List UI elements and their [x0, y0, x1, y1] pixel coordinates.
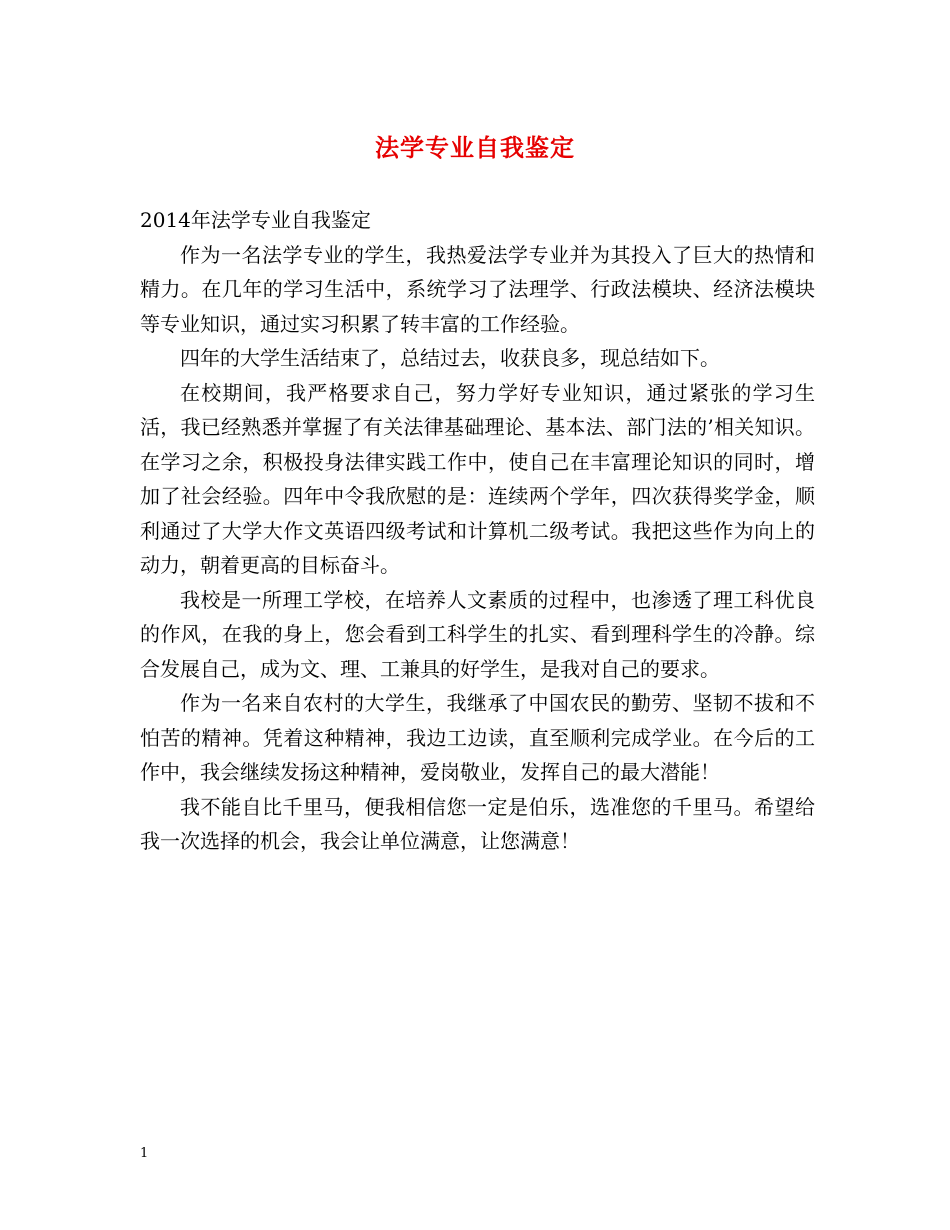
paragraph-3: 在校期间，我严格要求自己，努力学好专业知识，通过紧张的学习生活，我已经熟悉并掌握了有关法律基础理论、基本法、部门法的’相关知识。在学习之余，积极投身法律实践工作中，使自己在丰富理论知识的同时，增加了社会经验。四年中令我欣慰的是：连续两个学年，四次获得奖学金，顺利通过了大学大作文英语四级考试和计算机二级考试。我把这些作为向上的动力，朝着更高的目标奋斗。 [140, 380, 815, 577]
paragraph-4: 我校是一所理工学校，在培养人文素质的过程中，也渗透了理工科优良的作风，在我的身上，您会看到工科学生的扎实、看到理科学生的冷静。综合发展自己，成为文、理、工兼具的好学生，是我对自己的要求。 [140, 587, 815, 681]
page-number: 1 [140, 1146, 149, 1161]
paragraph-1: 作为一名法学专业的学生，我热爱法学专业并为其投入了巨大的热情和精力。在几年的学习生活中，系统学习了法理学、行政法模块、经济法模块等专业知识，通过实习积累了转丰富的工作经验。 [140, 242, 815, 336]
paragraph-6: 我不能自比千里马，便我相信您一定是伯乐，选准您的千里马。希望给我一次选择的机会，我会让单位满意，让您满意！ [140, 794, 815, 853]
document-title: 法学专业自我鉴定 [375, 133, 575, 162]
paragraph-5: 作为一名来自农村的大学生，我继承了中国农民的勤劳、坚韧不拔和不怕苦的精神。凭着这种精神，我边工边读，直至顺利完成学业。在今后的工作中，我会继续发扬这种精神，爱岗敬业，发挥自己的最大潜能！ [140, 691, 815, 784]
document-body [140, 203, 815, 859]
paragraph-2: 四年的大学生活结束了，总结过去，收获良多，现总结如下。 [180, 346, 720, 370]
document-subtitle: 2014年法学专业自我鉴定 [140, 208, 371, 232]
